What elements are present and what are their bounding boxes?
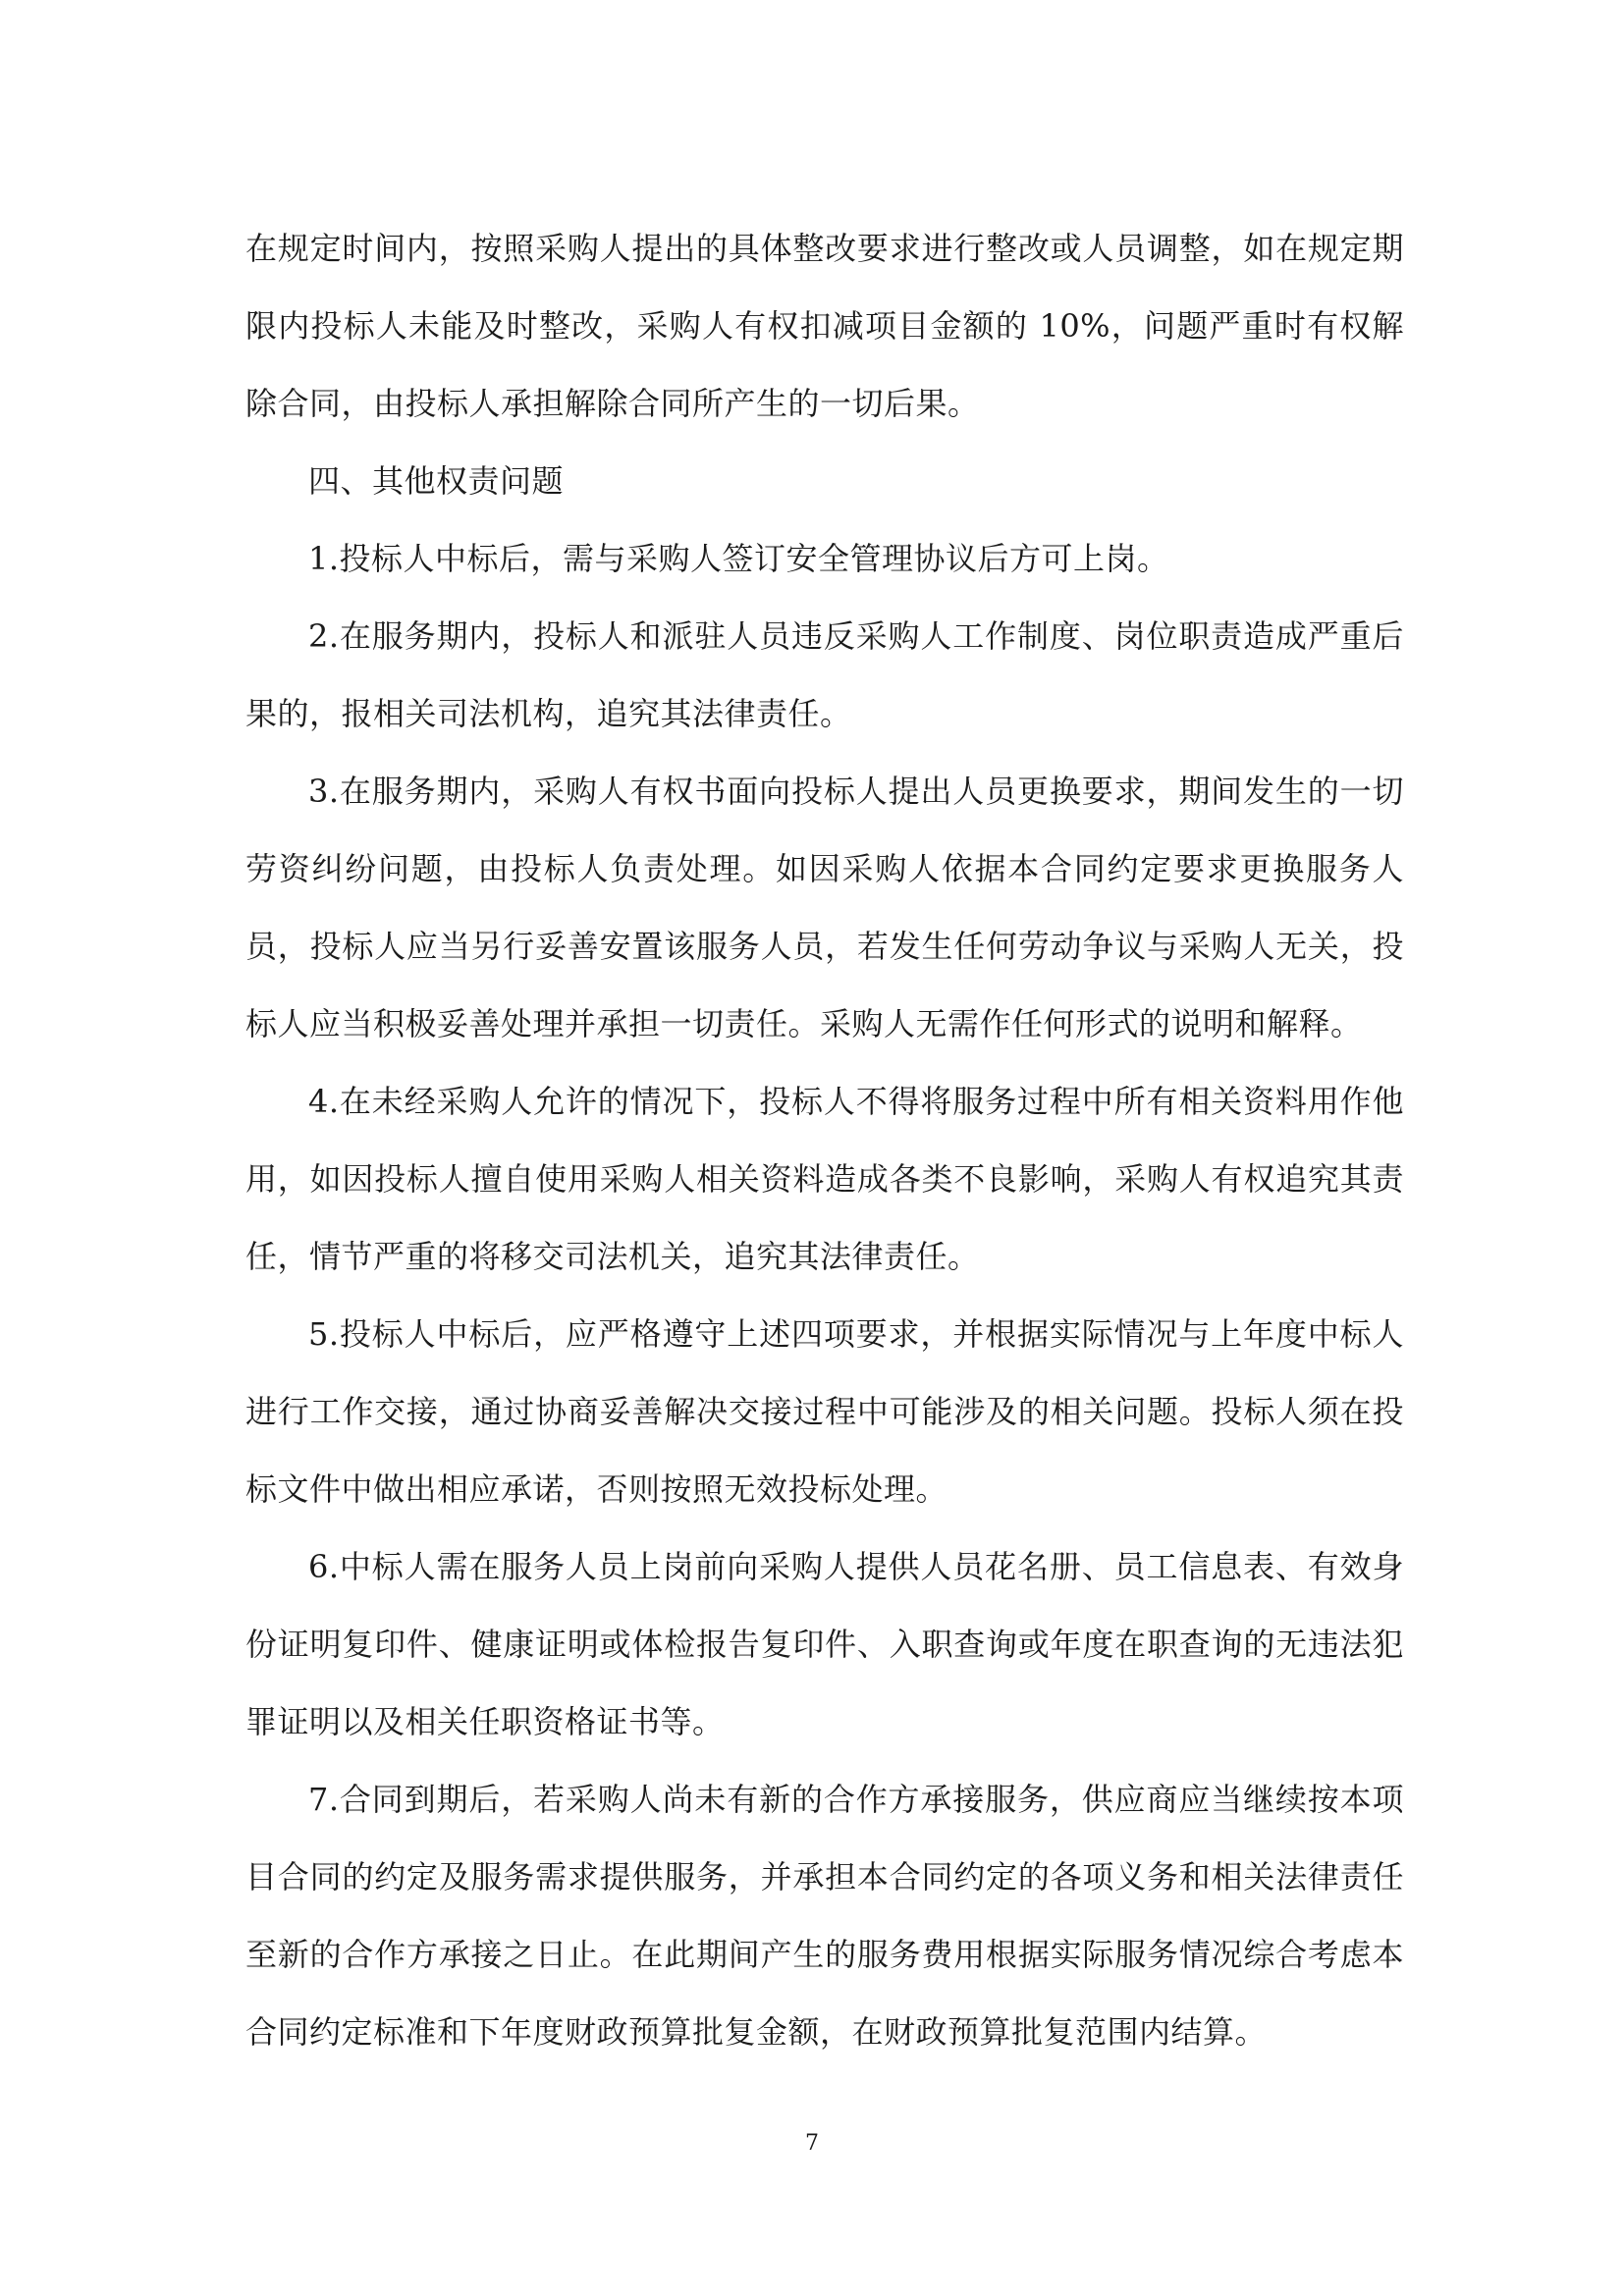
clause-1: 1.投标人中标后，需与采购人签订安全管理协议后方可上岗。 <box>308 540 1169 577</box>
paragraph-continuation: 在规定时间内，按照采购人提出的具体整改要求进行整改或人员调整，如在规定期限内投标人未能及时整改，采购人有权扣减项目金额的 10%，问题严重时有权解除合同，由投标人承担解除合同所产生的一切后果。 <box>245 230 1404 422</box>
clause-3: 3.在服务期内，采购人有权书面向投标人提出人员更换要求，期间发生的一切劳资纠纷问题，由投标人负责处理。如因采购人依据本合同约定要求更换服务人员，投标人应当另行妥善安置该服务人员，若发生任何劳动争议与采购人无关，投标人应当积极妥善处理并承担一切责任。采购人无需作任何形式的说明和解释。 <box>245 773 1404 1042</box>
clause-2: 2.在服务期内，投标人和派驻人员违反采购人工作制度、岗位职责造成严重后果的，报相关司法机构，追究其法律责任。 <box>245 617 1404 732</box>
page-number: 7 <box>805 2131 819 2156</box>
clause-5: 5.投标人中标后，应严格遵守上述四项要求，并根据实际情况与上年度中标人进行工作交接，通过协商妥善解决交接过程中可能涉及的相关问题。投标人须在投标文件中做出相应承诺，否则按照无效投标处理。 <box>245 1315 1404 1508</box>
clause-7: 7.合同到期后，若采购人尚未有新的合作方承接服务，供应商应当继续按本项目合同的约定及服务需求提供服务，并承担本合同约定的各项义务和相关法律责任至新的合作方承接之日止。在此期间产生的服务费用根据实际服务情况综合考虑本合同约定标准和下年度财政预算批复金额，在财政预算批复范围内结算。 <box>245 1781 1404 2051</box>
clause-6: 6.中标人需在服务人员上岗前向采购人提供人员花名册、员工信息表、有效身份证明复印件、健康证明或体检报告复印件、入职查询或年度在职查询的无违法犯罪证明以及相关任职资格证书等。 <box>245 1548 1404 1740</box>
section-heading: 四、其他权责问题 <box>308 462 565 500</box>
document-body <box>245 210 1404 2071</box>
clause-4: 4.在未经采购人允许的情况下，投标人不得将服务过程中所有相关资料用作他用，如因投标人擅自使用采购人相关资料造成各类不良影响，采购人有权追究其责任，情节严重的将移交司法机关，追究其法律责任。 <box>245 1083 1404 1275</box>
